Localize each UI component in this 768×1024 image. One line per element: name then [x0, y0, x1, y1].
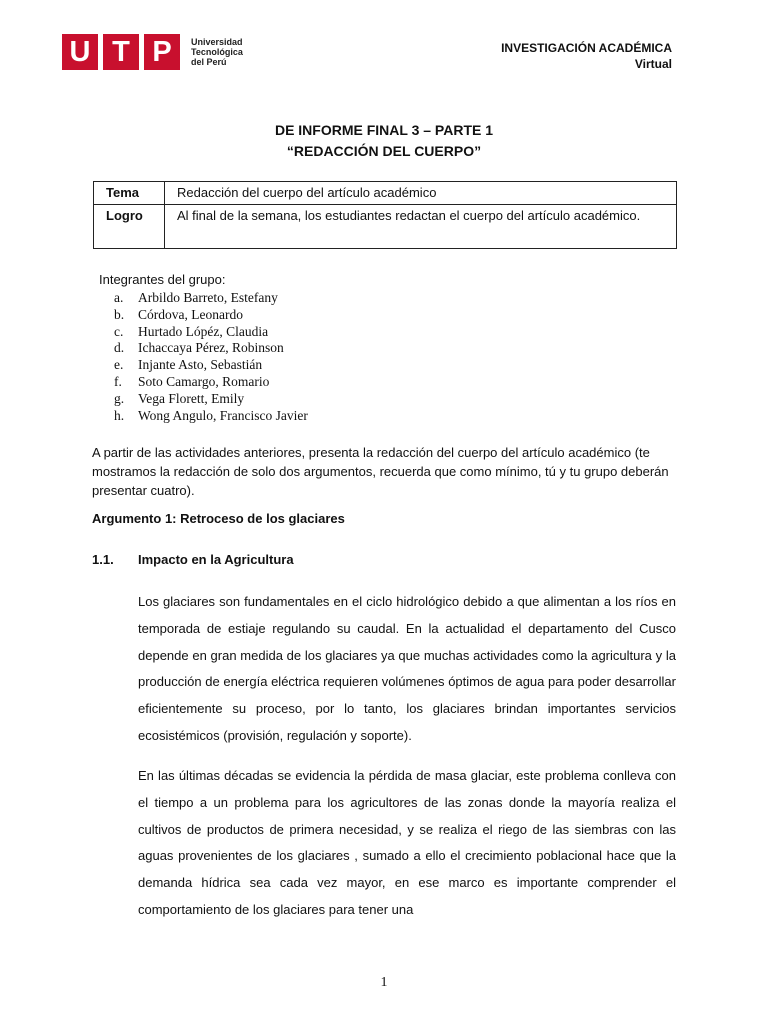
list-item: [114, 290, 308, 307]
member-name: Córdova, Leonardo: [138, 306, 243, 322]
list-item: [114, 408, 308, 425]
document-title: DE INFORME FINAL 3 – PARTE 1: [274, 122, 494, 138]
list-item: [114, 324, 308, 341]
logo-text-line: del Perú: [191, 57, 227, 67]
list-item: [114, 340, 308, 357]
logo-text-line: Tecnológica: [191, 47, 243, 57]
info-row-tema: [94, 182, 677, 205]
document-subtitle: “REDACCIÓN DEL CUERPO”: [286, 143, 482, 159]
list-item: [114, 391, 308, 408]
info-label: Logro: [94, 205, 165, 249]
member-name: Hurtado Lópéz, Claudia: [138, 323, 269, 339]
course-name: INVESTIGACIÓN ACADÉMICA: [501, 41, 672, 55]
list-letter: h.: [114, 407, 125, 423]
course-mode: Virtual: [634, 57, 672, 71]
intro-paragraph: A partir de las actividades anteriores, presenta la redacción del cuerpo del artículo académico (te mostramos la redacción de solo dos argumentos, recuerda que como mínimo, tú y tu grupo deberán presentar cuatro).: [92, 445, 669, 498]
list-item: [114, 307, 308, 324]
info-label: Tema: [94, 182, 165, 205]
section-number: 1.1.: [92, 552, 114, 567]
list-letter: e.: [114, 357, 124, 373]
list-item: [114, 357, 308, 374]
logo-letter-p: P: [144, 34, 180, 70]
utp-logo: [62, 34, 243, 70]
member-name: Vega Florett, Emily: [138, 390, 245, 406]
list-letter: c.: [114, 323, 124, 339]
info-value: Redacción del cuerpo del artículo académico: [165, 182, 677, 205]
member-name: Injante Asto, Sebastián: [138, 357, 263, 373]
header-course-info: [501, 40, 672, 72]
list-letter: f.: [114, 373, 122, 389]
section-title: Impacto en la Agricultura: [138, 552, 294, 567]
member-name: Arbildo Barreto, Estefany: [138, 290, 278, 305]
list-letter: b.: [114, 306, 125, 322]
logo-letter-t: T: [103, 34, 139, 70]
list-item: [114, 374, 308, 391]
members-list: [114, 290, 308, 424]
page-number: 1: [380, 975, 388, 990]
info-row-logro: [94, 205, 677, 249]
member-name: Wong Angulo, Francisco Javier: [138, 407, 308, 423]
logo-text: [191, 37, 243, 67]
body-paragraph: En las últimas décadas se evidencia la pérdida de masa glaciar, este problema conlleva con el tiempo a un problema para los agricultores de las zonas donde la mayoría realiza el cultivos de productos de primera necesidad, y se realiza el riego de las siembras con las aguas provenientes de los glaciares , sumado a ello el crecimiento poblacional hace que la demanda hídrica sea cada vez mayor, en ese marco es importante comprender el comportamiento de los glaciares para tener una: [138, 768, 676, 917]
member-name: Soto Camargo, Romario: [138, 373, 270, 389]
list-letter: d.: [114, 340, 125, 356]
members-label: Integrantes del grupo:: [99, 272, 226, 287]
list-letter: a.: [114, 290, 124, 305]
logo-text-line: Universidad: [191, 37, 243, 47]
member-name: Ichaccaya Pérez, Robinson: [138, 340, 284, 356]
list-letter: g.: [114, 390, 125, 406]
argument-heading: Argumento 1: Retroceso de los glaciares: [92, 511, 345, 526]
body-paragraph: Los glaciares son fundamentales en el ciclo hidrológico debido a que alimentan a los ríos en temporada de estiaje regulando su caudal. En la actualidad el departamento del Cusco depende en gran medida de los glaciares ya que muchas actividades como la agricultura y la producción de energía eléctrica requieren volúmenes óptimos de agua para poder desarrollar eficientemente su proceso, por lo tanto, los glaciares brindan importantes servicios ecosistémicos (provisión, regulación y soporte).: [138, 594, 676, 743]
info-value: Al final de la semana, los estudiantes redactan el cuerpo del artículo académico.: [165, 205, 677, 249]
logo-letter-u: U: [62, 34, 98, 70]
info-table: [93, 181, 677, 249]
